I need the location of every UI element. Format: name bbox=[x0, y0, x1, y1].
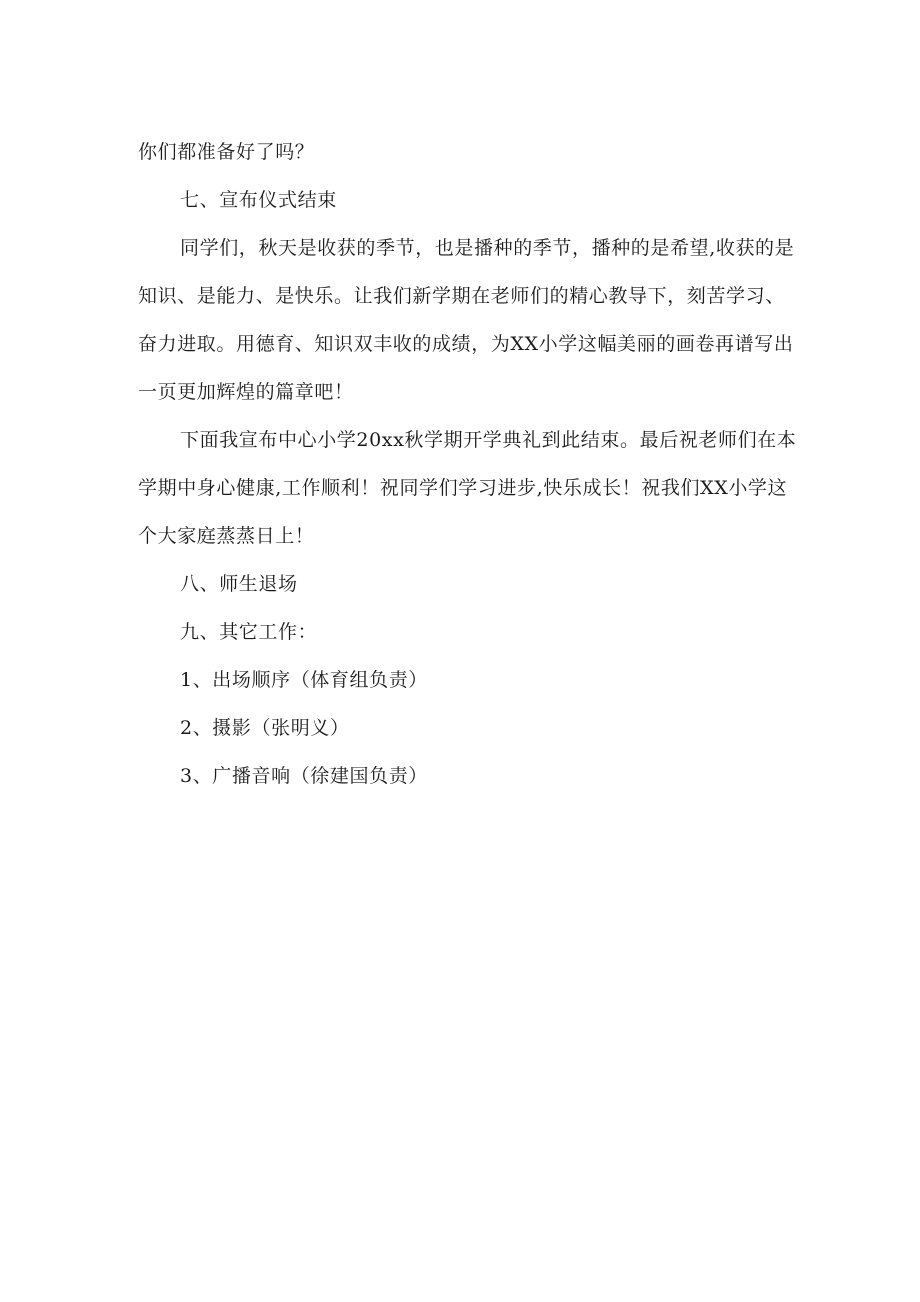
list-item-broadcast-audio: 3、广播音响（徐建国负责） bbox=[180, 765, 428, 787]
paragraph-ceremony-close: 下面我宣布中心小学20xx秋学期开学典礼到此结束。最后祝老师们在本学期中身心健康,工作顺利！祝同学们学习进步,快乐成长！祝我们XX小学这个大家庭蒸蒸日上！ bbox=[138, 429, 797, 547]
heading-section-nine: 九、其它工作： bbox=[180, 621, 318, 643]
heading-section-eight: 八、师生退场 bbox=[180, 573, 298, 595]
heading-section-seven: 七、宣布仪式结束 bbox=[180, 189, 337, 211]
list-item-entrance-order: 1、出场顺序（体育组负责） bbox=[180, 669, 428, 691]
list-item-photography: 2、摄影（张明义） bbox=[180, 717, 350, 739]
paragraph-ready-question: 你们都准备好了吗？ bbox=[138, 141, 315, 163]
document-body bbox=[138, 128, 798, 800]
paragraph-autumn-harvest: 同学们，秋天是收获的季节，也是播种的季节，播种的是希望,收获的是知识、是能力、是快乐。让我们新学期在老师们的精心教导下，刻苦学习、奋力进取。用德育、知识双丰收的成绩，为XX小学这幅美丽的画卷再谱写出一页更加辉煌的篇章吧！ bbox=[138, 237, 795, 403]
